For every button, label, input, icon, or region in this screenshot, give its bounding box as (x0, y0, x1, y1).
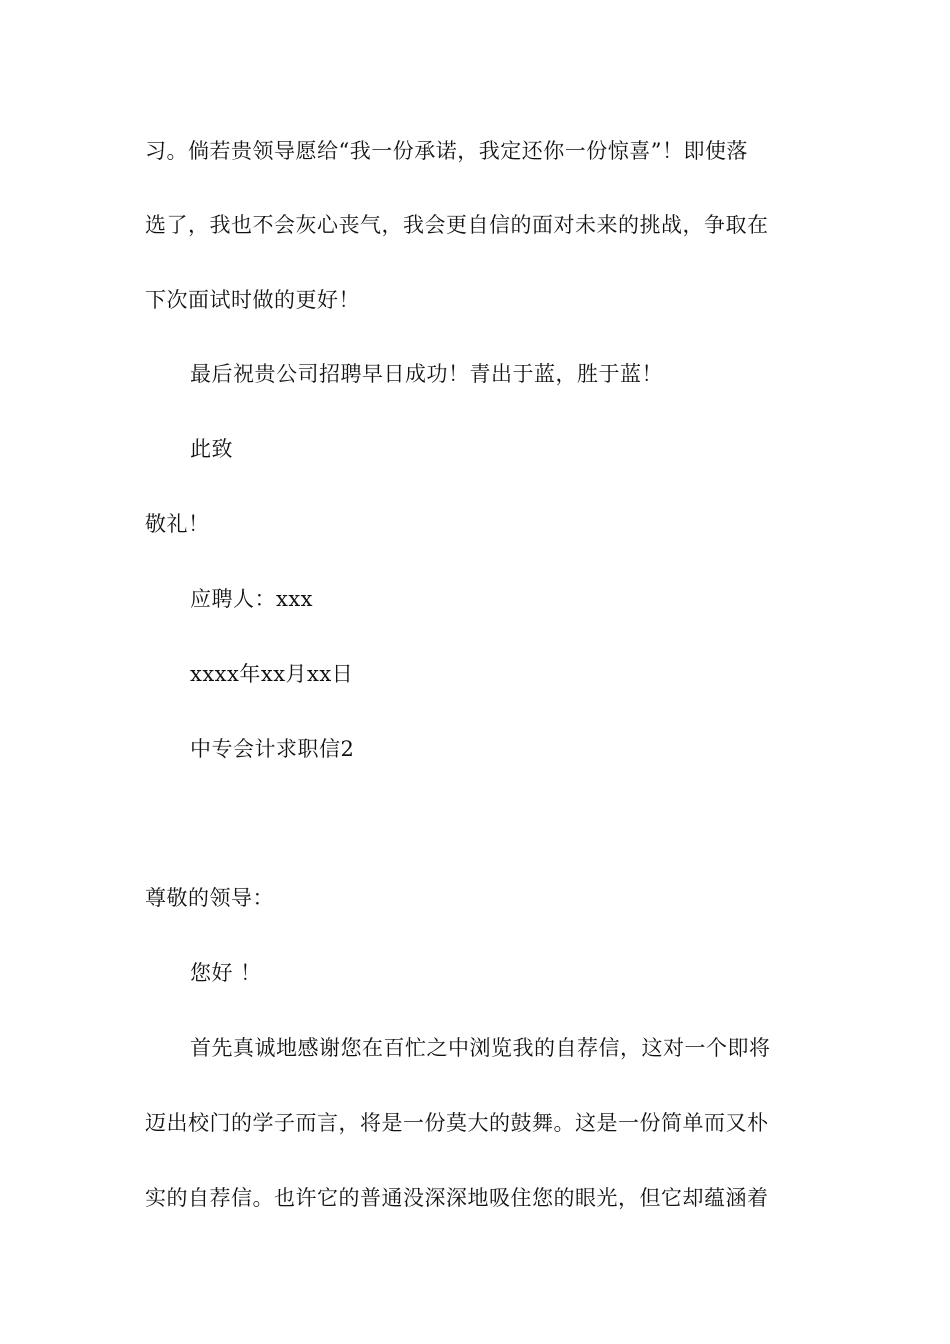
section-title: 中专会计求职信2 (190, 737, 355, 761)
paragraph-line: 迈出校门的学子而言，将是一份莫大的鼓舞。这是一份简单而又朴 (145, 1111, 769, 1135)
salutation-regards: 敬礼！ (145, 512, 210, 536)
closing-wish: 最后祝贵公司招聘早日成功！青出于蓝，胜于蓝！ (190, 362, 663, 386)
paragraph-line: 首先真诚地感谢您在百忙之中浏览我的自荐信，这对一个即将 (190, 1036, 771, 1060)
applicant-signature: 应聘人：xxx (190, 587, 314, 611)
paragraph-line: 下次面试时做的更好！ (145, 288, 360, 312)
greeting-hello: 您好 ！ (190, 961, 262, 985)
paragraph-line: 实的自荐信。也许它的普通没深深地吸住您的眼光，但它却蕴涵着 (145, 1186, 769, 1210)
paragraph-line: 习。倘若贵领导愿给“我一份承诺，我定还你一份惊喜”！即使落 (145, 139, 748, 163)
salutation-closing: 此致 (190, 437, 233, 461)
paragraph-line: 选了，我也不会灰心丧气，我会更自信的面对未来的挑战，争取在 (145, 213, 769, 237)
greeting-recipient: 尊敬的领导： (145, 886, 274, 910)
letter-date: xxxx年xx月xx日 (190, 662, 354, 686)
